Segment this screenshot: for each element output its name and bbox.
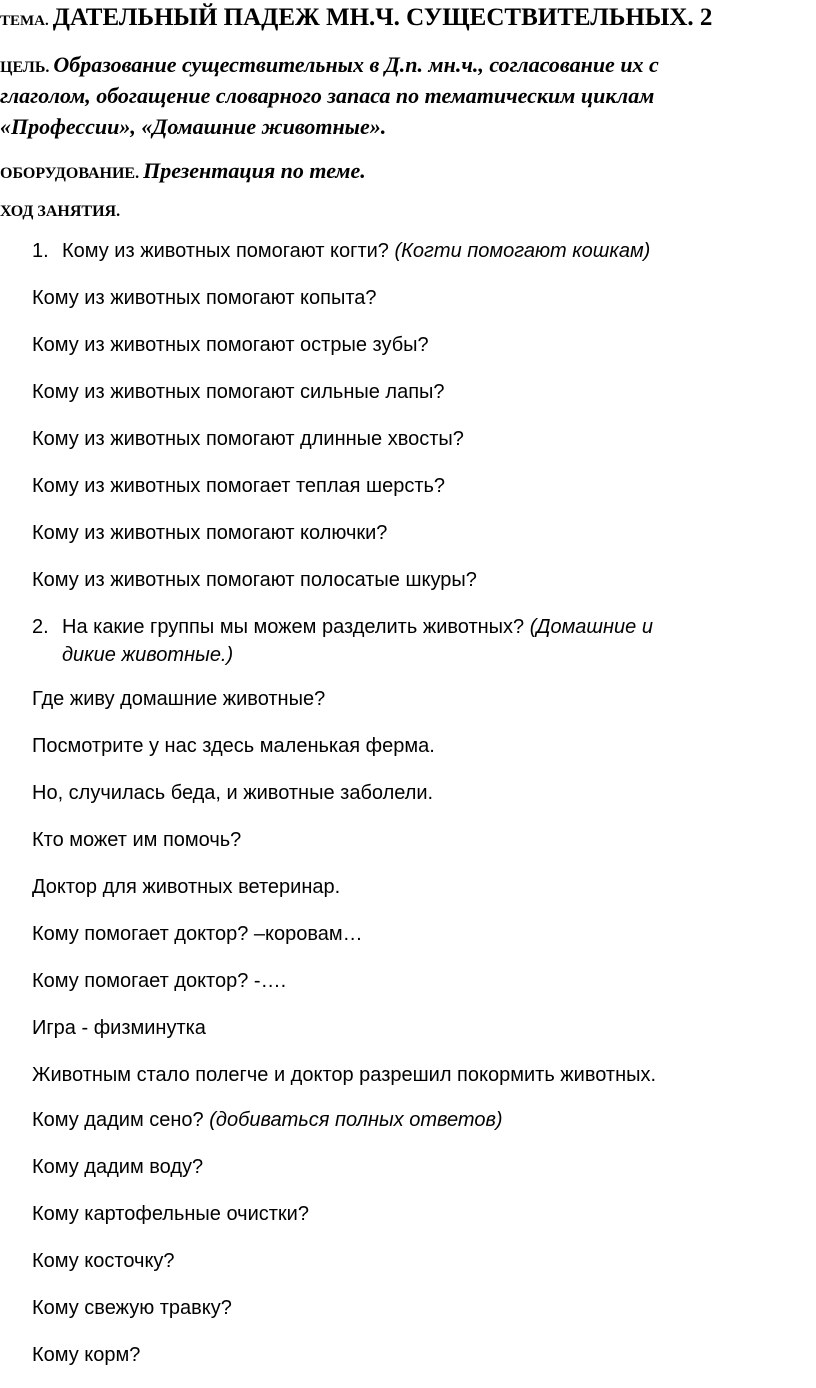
item-number: 1. [32,240,49,262]
item-note-continuation: дикие животные.) [62,644,234,666]
goal-text-1: Образование существительных в Д.п. мн.ч., согласование их с [53,52,659,77]
list-item: Кому свежую травку? [32,1297,232,1319]
goal-line-3: «Профессии», «Домашние животные». [0,114,387,139]
list-item: Кому косточку? [32,1250,175,1272]
list-item: Посмотрите у нас здесь маленькая ферма. [32,735,435,757]
item-note: (Когти помогают кошкам) [394,240,651,262]
item-text: Кому из животных помогают когти? [62,240,389,262]
list-item: Кому помогает доктор? -…. [32,970,287,992]
list-item: Животным стало полегче и доктор разрешил покормить животных. [32,1064,657,1086]
goal-label: ЦЕЛЬ. [0,59,50,76]
goal-line-1 [0,52,659,78]
item-text: Кому дадим сено? [32,1109,204,1131]
progress-label: ХОД ЗАНЯТИЯ. [0,203,121,220]
topic-title: ДАТЕЛЬНЫЙ ПАДЕЖ МН.Ч. СУЩЕСТВИТЕЛЬНЫХ. 2 [52,4,713,31]
item-note: (добиваться полных ответов) [209,1109,503,1131]
goal-line-2: глаголом, обогащение словарного запаса по тематическим циклам [0,83,655,108]
list-item [32,1108,503,1132]
list-item: Кому помогает доктор? –коровам… [32,923,363,945]
list-item: Кому из животных помогают острые зубы? [32,334,429,356]
list-item: Кому дадим воду? [32,1156,204,1178]
topic-heading [0,4,712,32]
list-item [32,615,653,639]
list-item: Кому корм? [32,1344,141,1366]
list-item: Но, случилась беда, и животные заболели. [32,782,434,804]
equipment-line [0,158,366,184]
topic-label: ТЕМА. [0,13,49,29]
list-item: Кому из животных помогают колючки? [32,522,388,544]
equipment-label: ОБОРУДОВАНИЕ. [0,165,140,182]
list-item: Игра - физминутка [32,1017,206,1039]
item-note: (Домашние и [529,616,653,638]
list-item: Доктор для животных ветеринар. [32,876,341,898]
list-item: Где живу домашние животные? [32,688,326,710]
list-item [32,239,650,263]
item-text: На какие группы мы можем разделить животных? [62,616,525,638]
list-item: Кому из животных помогают полосатые шкуры? [32,569,477,591]
item-number: 2. [32,616,49,638]
list-item: Кому из животных помогает теплая шерсть? [32,475,446,497]
list-item: Кому из животных помогают копыта? [32,287,377,309]
list-item: Кому из животных помогают длинные хвосты? [32,428,464,450]
list-item: Кто может им помочь? [32,829,242,851]
equipment-text: Презентация по теме. [143,158,366,183]
list-item: Кому из животных помогают сильные лапы? [32,381,445,403]
list-item: Кому картофельные очистки? [32,1203,309,1225]
